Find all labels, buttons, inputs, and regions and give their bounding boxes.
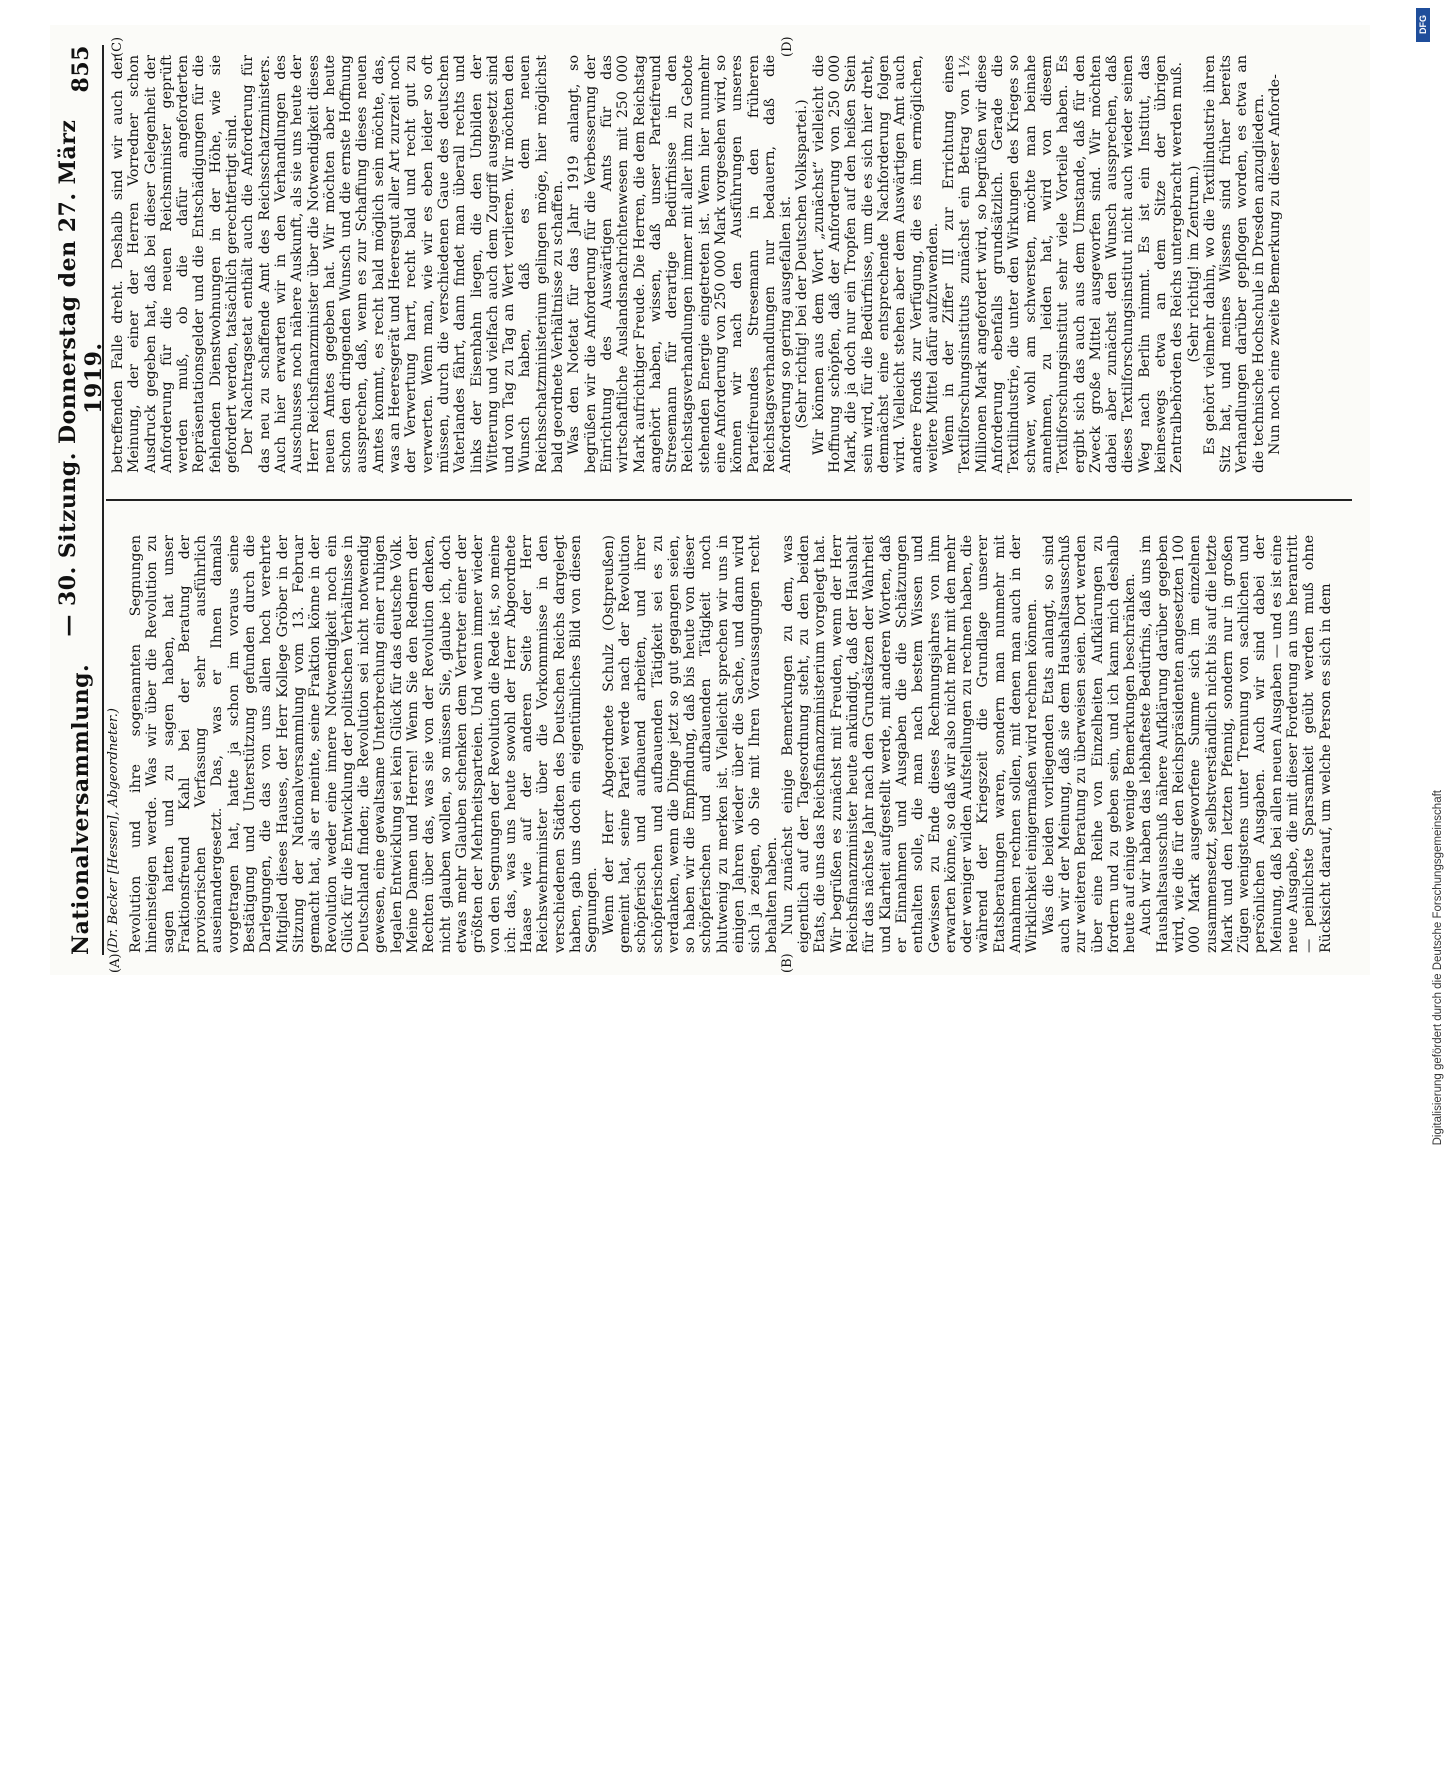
page-number: 855 bbox=[68, 45, 94, 93]
paragraph: Was den Notetat für das Jahr 1919 anlangt, so begrüßen wir die Anforderung für die Verbesserung der Einrichtung des Auswärtigen Amts für das wirtschaftliche Auslandsnachrichtenwesen mit 250 000 Mark aufrichtiger Freude. Die Herren, die dem Reichstag angehört haben, wissen, daß unser Parteifreund Stresemann für derartige Bedürfnisse in den Reichstagsverhandlungen immer mit aller ihm zu Gebote stehenden Energie eingetreten ist. Wenn hier nunmehr eine Anforderung von 250 000 Mark vorgesehen wird, so können wir nach den Ausführungen unseres Parteifreundes Stresemann in den früheren Reichstagsverhandlungen nur bedauern, daß die Anforderung so gering ausgefallen ist. bbox=[566, 55, 795, 473]
paragraph: betreffenden Falle dreht. Deshalb sind wir auch der Meinung, der einer der Herren Vorredner schon Ausdruck gegeben hat, daß bei dieser Gelegenheit der Anforderung für die neuen Reichsminister geprüft werden muß, ob die dafür angeforderten Repräsentationsgelder und die Entschädigungen für die fehlenden Dienstwohnungen in der Höhe, wie sie gefordert werden, tatsächlich gerechtfertigt sind. bbox=[110, 55, 241, 473]
paragraph: Wenn der Herr Abgeordnete Schulz (Ostpreußen) gemeint hat, seine Partei werde nach der Revolution schöpferisch und aufbauend arbeiten, und ihrer schöpferischen und aufbauenden Tätigkeit sei es zu verdanken, wenn die Dinge jetzt so gut gegangen seien, so haben wir die Empfindung, daß bis heute von dieser schöpferischen und aufbauenden Tätigkeit noch blutwenig zu merken ist. Vielleicht sprechen wir uns in einigen Jahren wieder über die Sache, und dann wird sich ja zeigen, ob Sie mit Ihren Voraussagungen recht behalten haben. bbox=[600, 535, 780, 953]
digitization-note-text: Digitalisierung gefördert durch die Deutsche Forschungsgemeinschaft bbox=[1432, 790, 1444, 1146]
paragraph: Nun zunächst einige Bemerkungen zu dem, was eigentlich auf der Tagesordnung steht, zu den beiden Etats, die uns das Reichsfinanzministerium vorgelegt hat. Wir begrüßen es zunächst mit Freuden, wenn der Herr Reichsfinanzminister heute ankündigt, daß der Haushalt für das nächste Jahr nach den Grundsätzen der Wahrheit und Klarheit aufgestellt werde, mit anderen Worten, daß er Einnahmen und Ausgaben die die Schätzungen enthalten solle, die man nach bestem Wissen und Gewissen zu Ende dieses Rechnungsjahres von ihm erwarten könne, so daß wir also nicht mehr mit den mehr oder weniger wilden Aufstellungen zu rechnen haben, die während der Kriegszeit die Grundlage unserer Etatsberatungen waren, sondern man nunmehr mit Annahmen rechnen sollen, mit denen man auch in der Wirklichkeit einigermaßen wird rechnen können. bbox=[779, 535, 1041, 953]
margin-marker-b: (B) bbox=[780, 953, 795, 973]
paragraph: Der Nachtragsetat enthält auch die Anforderung für das neu zu schaffende Amt des Reichsschatzministers. Auch hier erwarten wir in den Verhandlungen des Ausschusses noch nähere Auskunft, als sie uns heute der Herr Reichsfinanzminister über die Notwendigkeit dieses neuen Amtes gegeben hat. Wir möchten aber heute schon den dringenden Wunsch und die ernste Hoffnung aussprechen, daß, wenn es zur Schaffung dieses neuen Amtes kommt, es recht bald möglich sein möchte, das, was an Heeresgerät und Heeresgut aller Art zurzeit noch der Verwertung harrt, recht bald und recht gut zu verwerten. Wenn man, wie wir es eben leider so oft müssen, durch die verschiedenen Gaue des deutschen Vaterlandes fährt, dann findet man überall rechts und links der Eisenbahn liegen, die den Unbilden der Witterung und vielfach auch dem Zugriff ausgesetzt sind und von Tag zu Tag an Wert verlieren. Wir möchten den Wunsch haben, daß es dem neuen Reichsschatzministerium gelingen möge, hier möglichst bald geordnete Verhältnisse zu schaffen. bbox=[240, 55, 567, 473]
speaker-line: (Dr. Becker [Hessen], Abgeordneter.) bbox=[106, 708, 121, 953]
running-head bbox=[55, 45, 107, 955]
column-divider bbox=[106, 499, 1352, 501]
dfg-logo: DFG bbox=[1416, 8, 1430, 42]
paragraph: Wir können aus dem Wort „zunächst“ vielleicht die Hoffnung schöpfen, daß der Anforderung von 250 000 Mark, die ja doch nur ein Tropfen auf den heißen Stein sein wird, für die Bedürfnisse, um die es sich hier dreht, demnächst eine entsprechende Nachforderung folgen wird. Vielleicht stehen aber dem Auswärtigen Amt auch andere Fonds zur Verfügung, die es ihm ermöglichen, weitere Mittel dafür aufzuwenden. bbox=[810, 55, 941, 473]
left-column bbox=[128, 535, 1352, 953]
margin-marker-a: (A) bbox=[108, 953, 123, 973]
document-page bbox=[50, 25, 1370, 975]
running-head-session: — 30. Sitzung. Donnerstag den 27. März 1919. bbox=[55, 119, 107, 637]
digitization-note bbox=[1408, 10, 1444, 1146]
paragraph: Was die beiden vorliegenden Etats anlangt, so sind auch wir der Meinung, daß sie dem Haushaltsausschuß zur weiteren Beratung zu überweisen seien. Dort werden über eine Reihe von Einzelheiten Aufklärungen zu fordern und zu geben sein, und ich kann mich deshalb heute auf einige wenige Bemerkungen beschränken. bbox=[1040, 535, 1139, 953]
paragraph: Es gehört vielmehr dahin, wo die Textilindustrie ihren Sitz hat, und meines Wissens sind früher bereits Verhandlungen darüber gepflogen worden, es etwa an die technische Hochschule in Dresden anzugliedern. bbox=[1201, 55, 1267, 473]
interjection: (Sehr richtig! im Zentrum.) bbox=[1185, 165, 1202, 363]
interjection: (Sehr richtig! bei der Deutschen Volkspartei.) bbox=[794, 99, 811, 429]
running-head-title: Nationalversammlung. bbox=[68, 663, 94, 955]
right-column bbox=[110, 55, 1352, 473]
paragraph: Wenn in der Ziffer III zur Errichtung eines Textilforschungsinstituts zunächst ein Betrag von 1½ Millionen Mark angefordert wird, so begrüßen wir diese Anforderung ebenfalls grundsätzlich. Gerade die Textilindustrie, die unter den Wirkungen des Krieges so schwer, wohl am schwersten, möchte man beinahe annehmen, zu leiden hat, wird von diesem Textilforschungsinstitut sehr viele Vorteile haben. Es ergibt sich das auch aus dem Umstande, daß für den Zweck große Mittel ausgeworfen sind. Wir möchten dabei aber zunächst den Wunsch aussprechen, daß dieses Textilforschungsinstitut nicht auch wieder seinen Weg nach Berlin nimmt. Es ist ein Institut, das keineswegs etwa an dem Sitze der übrigen Zentralbehörden des Reichs untergebracht werden muß. bbox=[941, 55, 1186, 473]
margin-marker-d: (D) bbox=[780, 36, 795, 57]
paragraph: Revolution und ihre sogenannten Segnungen hineinsteigen werde. Was wir über die Revolution zu sagen hatten und zu sagen haben, hat unser Fraktionsfreund Kahl bei der Beratung der provisorischen Verfassung sehr ausführlich auseinandergesetzt. Das, was er Ihnen damals vorgetragen hat, hatte ja schon im voraus seine Bestätigung und Unterstützung gefunden durch die Darlegungen, die das von uns allen hoch verehrte Mitglied dieses Hauses, der Herr Kollege Gröber in der Sitzung der Nationalversammlung vom 13. Februar gemacht hat, als er meinte, seine Fraktion könne in der Revolution weder eine innere Notwendigkeit noch ein Glück für die Entwicklung der politischen Verhältnisse in Deutschland finden; die Revolution sei nicht notwendig gewesen, eine gewaltsame Unterbrechung einer ruhigen legalen Entwicklung sei kein Glück für das deutsche Volk. Meine Damen und Herren! Wenn Sie den Rednern der Rechten über das, was sie von der Revolution denken, nicht glauben wollen, so müssen Sie, glaube ich, doch etwas mehr Glauben schenken dem Vertreter einer der größten der Mehrheitsparteien. Und wenn immer wieder von den Segnungen der Revolution die Rede ist, so meine ich: das, was uns heute sowohl der Herr Abgeordnete Haase wie auf der anderen Seite der Herr Reichswehrminister über die Vorkommnisse in den verschiedenen Städten des Deutschen Reichs dargelegt haben, gab uns doch ein eigentümliches Bild von diesen Segnungen. bbox=[128, 535, 601, 953]
paragraph: Nun noch eine zweite Bemerkung zu dieser Anforde- bbox=[1267, 74, 1284, 455]
margin-marker-c: (C) bbox=[110, 36, 125, 57]
paragraph: Auch wir haben das lebhafteste Bedürfnis, daß uns im Haushaltsausschuß nähere Aufklärung darüber gegeben wird, wie die für den Reichspräsidenten angesetzten 100 000 Mark ausgeworfene Summe sich im einzelnen zusammensetzt, selbstverständlich nicht bis auf die letzte Mark und den letzten Pfennig, sondern nur in großen Zügen wenigstens unter Trennung von sachlichen und persönlichen Ausgaben. Auch wir sind dabei der Meinung, daß bei allen neuen Ausgaben — und es ist eine neue Ausgabe, die mit dieser Forderung an uns herantritt — peinlichste Sparsamkeit geübt werden muß ohne Rücksicht darauf, um welche Person es sich in dem bbox=[1138, 535, 1334, 953]
